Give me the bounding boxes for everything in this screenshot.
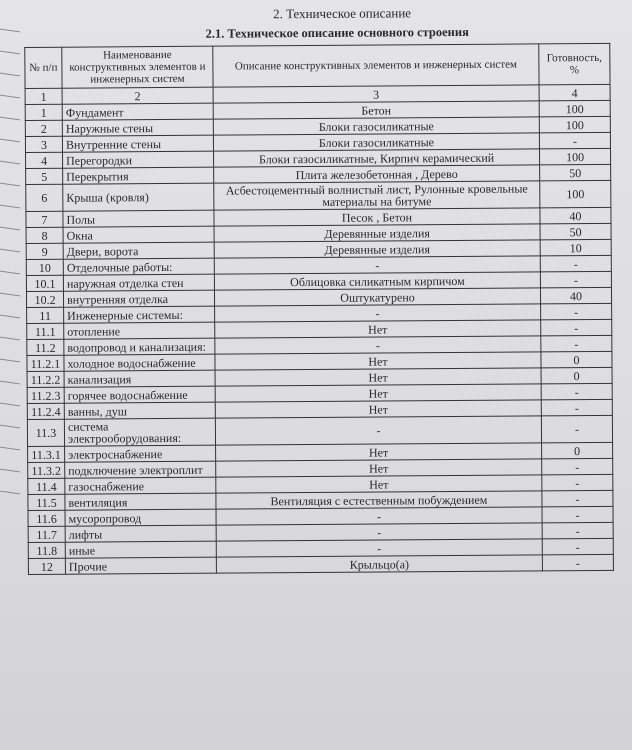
binding-line <box>0 73 20 77</box>
row-number: 3 <box>25 136 62 152</box>
row-readiness: - <box>540 255 611 271</box>
row-number: 5 <box>26 168 63 184</box>
row-number: 11.2.2 <box>27 371 64 387</box>
row-name: мусоропровод <box>65 509 216 526</box>
header-number: № п/п <box>25 47 62 88</box>
row-name: Полы <box>63 210 214 227</box>
row-name: Наружные стены <box>62 119 213 136</box>
row-number: 9 <box>26 243 63 259</box>
row-readiness: - <box>541 415 612 442</box>
row-name: система электрооборудования: <box>64 418 215 446</box>
row-name: Внутренние стены <box>62 135 213 152</box>
row-number: 11.8 <box>28 542 65 558</box>
row-readiness: 50 <box>540 223 611 239</box>
row-number: 8 <box>26 227 63 243</box>
technical-description-table <box>24 43 614 575</box>
row-description: - <box>215 416 541 445</box>
row-description: Нет <box>215 384 541 402</box>
row-description: Блоки газосиликатные <box>213 117 539 135</box>
binding-line <box>0 51 20 55</box>
row-number: 7 <box>26 211 63 227</box>
row-description: Блоки газосиликатные <box>213 133 539 151</box>
row-description: Облицовка силикатным кирпичом <box>214 272 540 290</box>
row-readiness: - <box>541 383 612 399</box>
row-number: 4 <box>26 152 63 168</box>
binding-line <box>0 271 20 275</box>
binding-line <box>0 315 20 319</box>
row-description: - <box>216 523 542 541</box>
row-name: отопление <box>64 322 215 339</box>
row-readiness: - <box>542 506 613 522</box>
row-name: наружная отделка стен <box>63 274 214 291</box>
row-readiness: - <box>542 458 613 474</box>
row-name: холодное водоснабжение <box>64 354 215 371</box>
binding-line <box>0 337 20 341</box>
row-readiness: - <box>540 271 611 287</box>
row-readiness: 10 <box>540 239 611 255</box>
row-number: 11.2.4 <box>27 403 64 419</box>
document-page <box>24 4 624 575</box>
row-number: 11 <box>27 307 64 323</box>
binding-line <box>0 161 20 165</box>
row-description: Асбестоцементный волнистый лист, Рулонные кровельные материалы на битуме <box>214 181 540 210</box>
row-number: 11.4 <box>28 478 65 494</box>
row-name: Инженерные системы: <box>64 306 215 323</box>
row-readiness: - <box>542 538 613 554</box>
row-readiness: - <box>539 132 610 148</box>
header-name: Наименование конструктивных элементов и инженерных систем <box>62 46 213 88</box>
header-description: Описание конструктивных элементов и инженерных систем <box>213 44 539 87</box>
row-name: горячее водоснабжение <box>64 386 215 403</box>
row-name: Крыша (кровля) <box>63 183 214 211</box>
row-name: водопровод и канализация: <box>64 338 215 355</box>
row-description: - <box>214 256 540 274</box>
table-row <box>27 415 612 446</box>
table-row <box>26 180 611 211</box>
header-readiness: Готовность, % <box>539 43 610 84</box>
row-name: Отделочные работы: <box>63 258 214 275</box>
row-readiness: 0 <box>541 351 612 367</box>
notebook-binding <box>0 0 22 750</box>
row-description: Плита железобетонная , Дерево <box>214 165 540 183</box>
binding-line <box>0 425 20 429</box>
row-number: 11.2.3 <box>27 387 64 403</box>
binding-line <box>0 29 20 33</box>
row-description: Оштукатурено <box>214 288 540 306</box>
binding-line <box>0 293 20 297</box>
row-readiness: 50 <box>540 164 611 180</box>
row-name: Окна <box>63 226 214 243</box>
row-readiness: - <box>542 474 613 490</box>
row-name: внутренняя отделка <box>63 290 214 307</box>
row-description: Вентиляция с естественным побуждением <box>216 491 542 509</box>
row-readiness: 100 <box>539 100 610 116</box>
row-description: - <box>216 507 542 525</box>
table-row <box>28 554 613 574</box>
row-readiness: - <box>542 490 613 506</box>
row-name: канализация <box>64 370 215 387</box>
row-name: электроснабжение <box>65 445 216 462</box>
row-description: Нет <box>215 320 541 338</box>
row-description: Блоки газосиликатные, Кирпич керамический <box>214 149 540 167</box>
row-description: Нет <box>216 443 542 461</box>
binding-line <box>0 249 20 253</box>
row-name: вентиляция <box>65 493 216 510</box>
row-name: Перегородки <box>63 151 214 168</box>
binding-line <box>0 95 20 99</box>
row-number: 10.1 <box>26 275 63 291</box>
row-readiness: 0 <box>542 442 613 458</box>
binding-line <box>0 117 20 121</box>
binding-line <box>0 469 20 473</box>
row-readiness: 0 <box>541 367 612 383</box>
row-readiness: 40 <box>540 287 611 303</box>
row-name: Прочие <box>65 557 216 574</box>
row-readiness: - <box>542 554 613 570</box>
row-description: Нет <box>216 459 542 477</box>
row-readiness: 100 <box>539 148 610 164</box>
row-readiness: 100 <box>539 116 610 132</box>
row-name: газоснабжение <box>65 477 216 494</box>
column-number: 1 <box>25 88 62 104</box>
row-readiness: - <box>541 319 612 335</box>
row-number: 11.5 <box>28 494 65 510</box>
row-number: 11.7 <box>28 526 65 542</box>
row-readiness: 40 <box>540 207 611 223</box>
row-number: 10.2 <box>26 291 63 307</box>
row-description: Нет <box>216 475 542 493</box>
column-number: 2 <box>62 87 213 104</box>
row-description: Песок , Бетон <box>214 208 540 226</box>
section-title: 2. Техническое описание <box>272 5 412 22</box>
row-description: Нет <box>215 352 541 370</box>
row-number: 11.2 <box>27 339 64 355</box>
row-name: Перекрытия <box>63 167 214 184</box>
binding-line <box>0 139 20 143</box>
binding-line <box>0 183 20 187</box>
row-number: 11.3.2 <box>28 462 65 478</box>
row-number: 10 <box>26 259 63 275</box>
row-readiness: - <box>541 399 612 415</box>
row-number: 11.3.1 <box>28 446 65 462</box>
row-number: 11.6 <box>28 510 65 526</box>
row-name: подключение электроплит <box>65 461 216 478</box>
binding-line <box>0 403 20 407</box>
row-description: Деревянные изделия <box>214 240 540 258</box>
row-number: 6 <box>26 184 63 211</box>
row-name: ванны, душ <box>64 402 215 419</box>
row-number: 2 <box>25 120 62 136</box>
binding-line <box>0 205 20 209</box>
row-description: Нет <box>215 368 541 386</box>
row-description: Бетон <box>213 101 539 119</box>
row-name: иные <box>65 541 216 558</box>
binding-line <box>0 359 20 363</box>
column-number: 3 <box>213 85 539 103</box>
row-name: лифты <box>65 525 216 542</box>
row-number: 12 <box>28 558 65 574</box>
row-number: 11.2.1 <box>27 355 64 371</box>
subsection-title: 2.1. Техническое описание основного строения <box>205 24 469 41</box>
row-readiness: - <box>541 303 612 319</box>
row-readiness: 100 <box>540 180 611 207</box>
row-number: 1 <box>25 104 62 120</box>
column-number: 4 <box>539 84 610 100</box>
row-description: - <box>215 336 541 354</box>
row-readiness: - <box>542 522 613 538</box>
row-description: - <box>216 539 542 557</box>
row-number: 11.3 <box>27 419 64 446</box>
row-number: 11.1 <box>27 323 64 339</box>
binding-line <box>0 381 20 385</box>
row-description: Крыльцо(а) <box>216 555 542 573</box>
row-name: Двери, ворота <box>63 242 214 259</box>
binding-line <box>0 447 20 451</box>
row-readiness: - <box>541 335 612 351</box>
binding-line <box>0 227 20 231</box>
row-description: Нет <box>215 400 541 418</box>
row-description: Деревянные изделия <box>214 224 540 242</box>
binding-line <box>0 491 20 495</box>
row-description: - <box>215 304 541 322</box>
row-name: Фундамент <box>62 103 213 120</box>
